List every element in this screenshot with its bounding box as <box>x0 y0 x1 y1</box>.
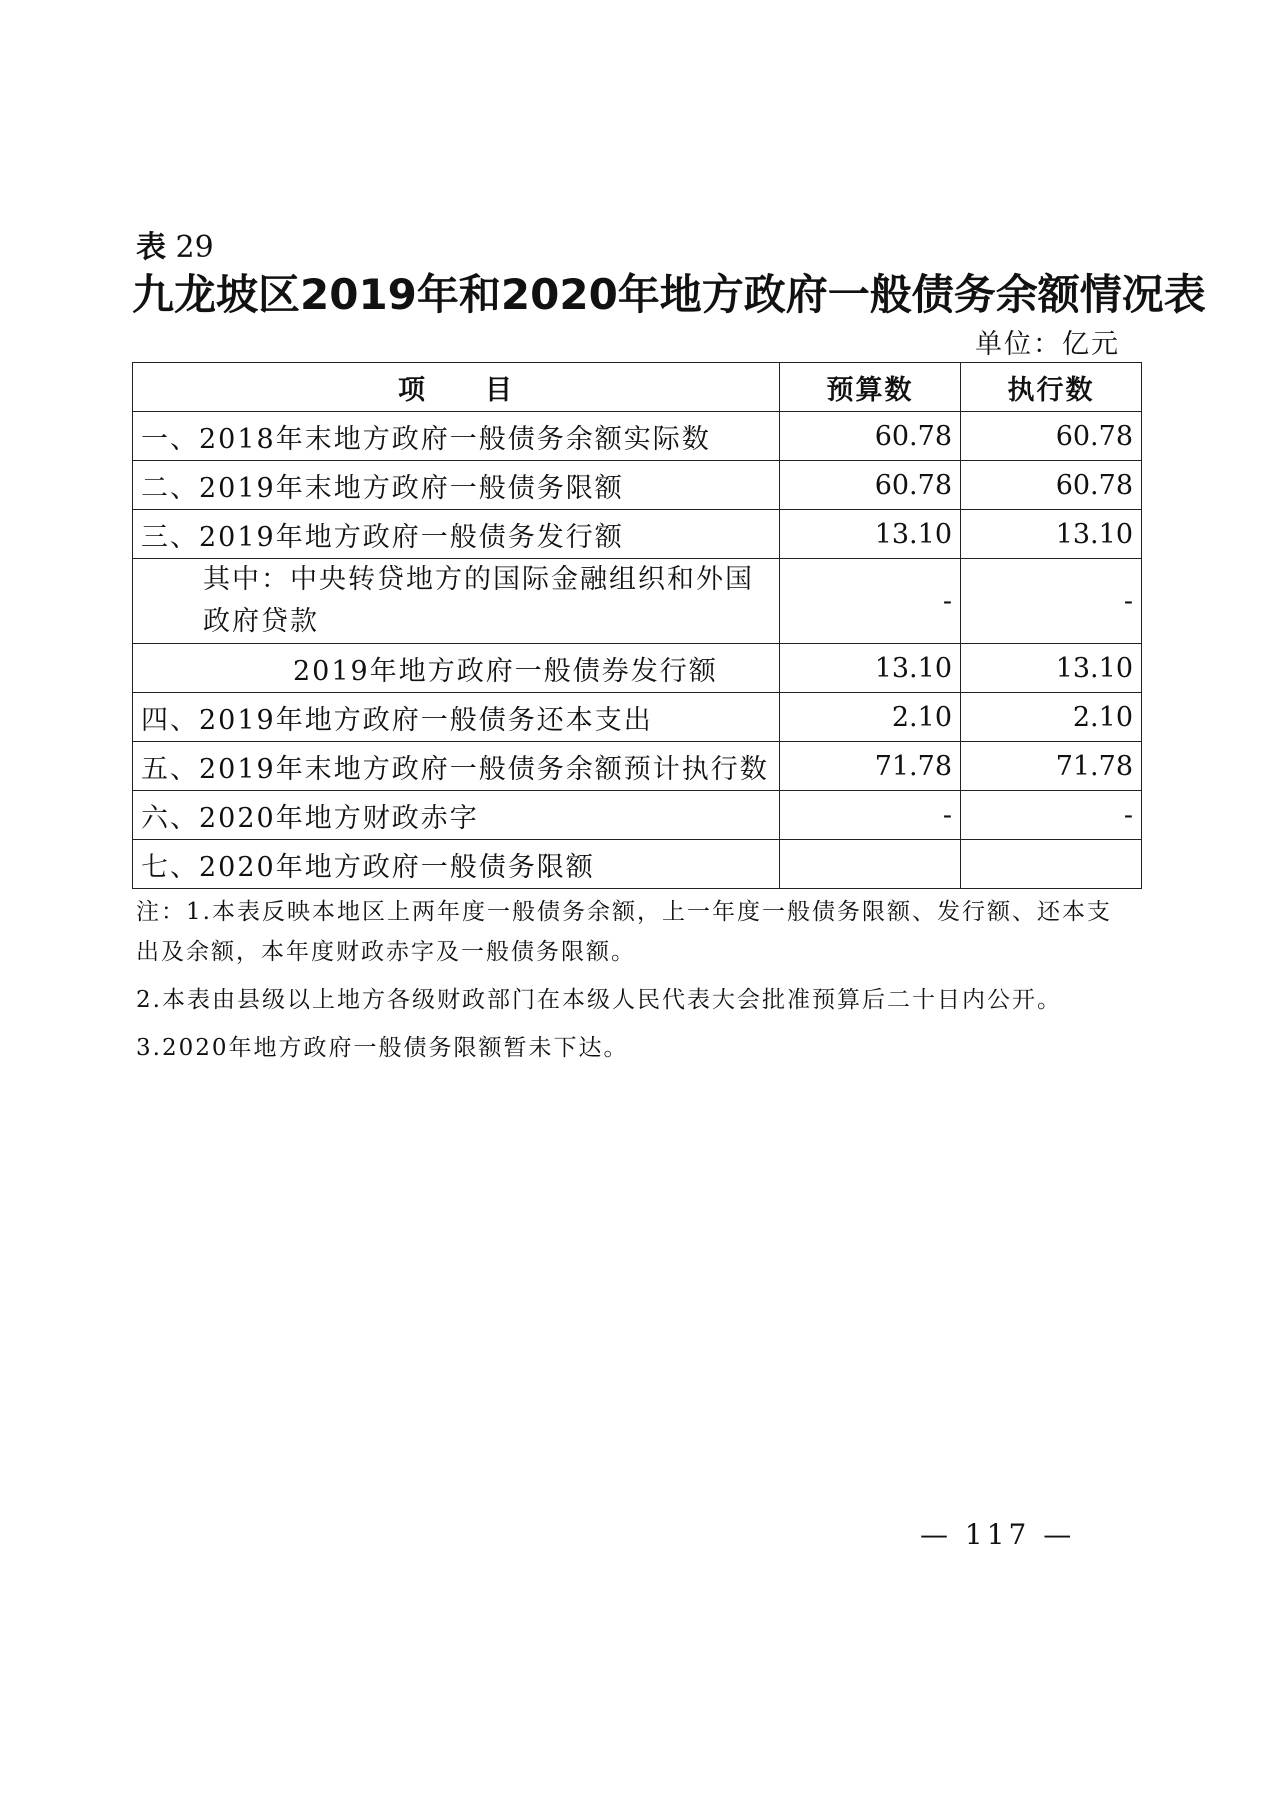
row-actual <box>961 840 1142 889</box>
row-budget: 13.10 <box>780 510 961 559</box>
table-row <box>133 510 1142 559</box>
table-row <box>133 559 1142 644</box>
table-header-row <box>133 363 1142 412</box>
header-item: 项 目 <box>133 363 780 412</box>
note-2: 2.本表由县级以上地方各级财政部门在本级人民代表大会批准预算后二十日内公开。 <box>136 987 1062 1013</box>
row-item: 2019年地方政府一般债券发行额 <box>133 644 780 693</box>
unit-label: 单位：亿元 <box>975 329 1120 360</box>
document-title: 九龙坡区2019年和2020年地方政府一般债务余额情况表 <box>132 270 1206 319</box>
note-3: 3.2020年地方政府一般债务限额暂未下达。 <box>136 1035 629 1061</box>
row-item: 六、2020年地方财政赤字 <box>133 791 780 840</box>
row-item: 二、2019年末地方政府一般债务限额 <box>133 461 780 510</box>
header-actual: 执行数 <box>961 363 1142 412</box>
row-actual: 2.10 <box>961 693 1142 742</box>
row-item: 七、2020年地方政府一般债务限额 <box>133 840 780 889</box>
row-budget: 71.78 <box>780 742 961 791</box>
table-notes <box>136 892 1136 1076</box>
row-budget <box>780 840 961 889</box>
table-row <box>133 693 1142 742</box>
row-actual: 71.78 <box>961 742 1142 791</box>
table-row <box>133 644 1142 693</box>
row-actual: 13.10 <box>961 644 1142 693</box>
row-actual: 60.78 <box>961 461 1142 510</box>
row-actual: 60.78 <box>961 412 1142 461</box>
table-number-value: 29 <box>175 230 214 265</box>
table-row <box>133 840 1142 889</box>
page-number: — 117 — <box>920 1518 1076 1551</box>
row-item: 一、2018年末地方政府一般债务余额实际数 <box>133 412 780 461</box>
table-label: 表 <box>136 230 166 265</box>
table-row <box>133 791 1142 840</box>
row-item: 三、2019年地方政府一般债务发行额 <box>133 510 780 559</box>
header-budget: 预算数 <box>780 363 961 412</box>
table-row <box>133 742 1142 791</box>
row-budget: 60.78 <box>780 412 961 461</box>
row-budget: - <box>780 559 961 644</box>
row-actual: - <box>961 791 1142 840</box>
debt-balance-table <box>132 362 1142 889</box>
row-budget: 2.10 <box>780 693 961 742</box>
table-row <box>133 461 1142 510</box>
row-item: 四、2019年地方政府一般债务还本支出 <box>133 693 780 742</box>
row-actual: - <box>961 559 1142 644</box>
table-row <box>133 412 1142 461</box>
table-number <box>136 222 214 266</box>
row-budget: 13.10 <box>780 644 961 693</box>
row-item: 五、2019年末地方政府一般债务余额预计执行数 <box>133 742 780 791</box>
row-actual: 13.10 <box>961 510 1142 559</box>
row-budget: 60.78 <box>780 461 961 510</box>
note-1: 注：1.本表反映本地区上两年度一般债务余额，上一年度一般债务限额、发行额、还本支出及余额，本年度财政赤字及一般债务限额。 <box>136 899 1112 965</box>
row-budget: - <box>780 791 961 840</box>
row-item: 其中：中央转贷地方的国际金融组织和外国政府贷款 <box>133 559 780 644</box>
